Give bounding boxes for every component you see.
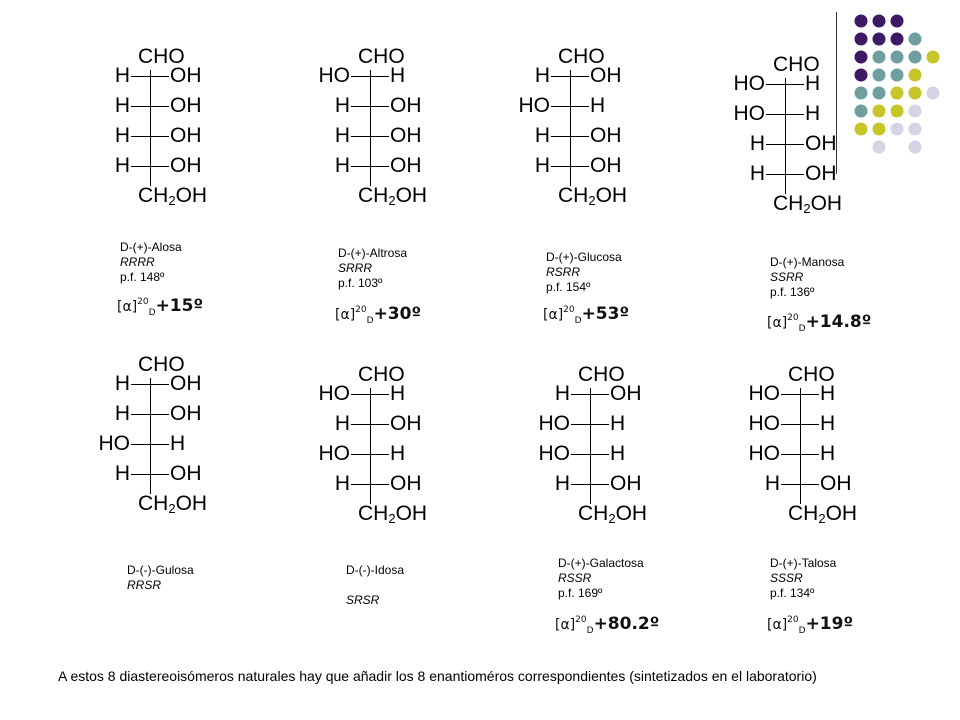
fischer-projection: [318, 363, 470, 568]
carbon-backbone-line: [785, 78, 786, 194]
right-substituent-label: OH: [170, 64, 202, 87]
aldehyde-group-label: CHO: [358, 45, 405, 68]
decorative-dot: [909, 69, 922, 82]
substituent-bond-line: [571, 394, 609, 395]
substituent-bond-line: [766, 174, 804, 175]
rotation-value: +30º: [373, 304, 422, 324]
right-substituent-label: OH: [805, 162, 837, 185]
sugar-info: [346, 563, 404, 608]
left-substituent-label: H: [114, 372, 130, 395]
rotation-value: +15º: [155, 296, 204, 316]
right-substituent-label: OH: [390, 124, 422, 147]
substituent-bond-line: [551, 166, 589, 167]
right-substituent-label: H: [590, 94, 606, 117]
alpha-symbol: α: [560, 617, 570, 633]
substituent-bond-line: [131, 136, 169, 137]
ch-text: CH: [773, 192, 804, 215]
rotation-value: +14.8º: [805, 312, 872, 332]
right-substituent-label: OH: [390, 154, 422, 177]
right-substituent-label: OH: [590, 64, 622, 87]
sugar-name: D-(+)-Galactosa: [558, 556, 644, 570]
sodium-d-line-subscript: D: [148, 308, 156, 318]
right-substituent-label: H: [820, 382, 836, 405]
bracket-close: ]: [781, 617, 788, 633]
carbon-backbone-line: [150, 70, 151, 186]
fischer-projection: [538, 363, 690, 568]
right-substituent-label: H: [610, 412, 626, 435]
decorative-dot: [909, 33, 922, 46]
subscript-two: 2: [588, 193, 596, 208]
right-substituent-label: OH: [805, 132, 837, 155]
ch-text: CH: [788, 502, 819, 525]
rotation-value: +80.2º: [593, 614, 660, 634]
substituent-bond-line: [131, 474, 169, 475]
carbon-backbone-line: [800, 388, 801, 504]
left-substituent-label: H: [114, 64, 130, 87]
right-substituent-label: OH: [170, 94, 202, 117]
fischer-projection: [98, 353, 250, 558]
decorative-dot: [855, 15, 868, 28]
fischer-projection: [100, 45, 250, 250]
right-substituent-label: OH: [590, 154, 622, 177]
left-substituent-label: H: [114, 462, 130, 485]
melting-point: p.f. 154º: [546, 280, 591, 294]
sugar-name: D-(+)-Alosa: [120, 240, 182, 254]
oh-text: OH: [825, 502, 858, 525]
bracket-open: [: [767, 315, 773, 331]
left-substituent-label: H: [334, 472, 350, 495]
right-substituent-label: OH: [610, 472, 642, 495]
rotation-value: +53º: [581, 304, 630, 324]
sugar-info: [770, 556, 836, 601]
left-substituent-label: H: [334, 124, 350, 147]
stereo-configuration: RSRR: [546, 265, 581, 279]
oh-text: OH: [395, 502, 428, 525]
right-substituent-label: H: [805, 102, 821, 125]
sugar-name: D-(+)-Glucosa: [546, 250, 622, 264]
decorative-dot: [927, 87, 940, 100]
hydroxymethyl-group-label: [138, 493, 207, 520]
sugar-info: [120, 240, 182, 285]
sugar-name: D-(+)-Talosa: [770, 556, 837, 570]
right-substituent-label: OH: [390, 94, 422, 117]
ch-text: CH: [558, 184, 589, 207]
right-substituent-label: OH: [170, 154, 202, 177]
subscript-two: 2: [608, 511, 616, 526]
carbon-backbone-line: [570, 70, 571, 186]
sugar-info: [127, 563, 194, 593]
bracket-open: [: [767, 617, 773, 633]
decorative-dot: [909, 87, 922, 100]
right-substituent-label: H: [820, 412, 836, 435]
sugar-info: [338, 246, 407, 291]
left-substituent-label: HO: [538, 412, 570, 435]
right-substituent-label: H: [170, 432, 186, 455]
oh-text: OH: [595, 184, 628, 207]
substituent-bond-line: [766, 84, 804, 85]
decorative-dot: [909, 141, 922, 154]
left-substituent-label: H: [749, 162, 765, 185]
decorative-dot: [873, 33, 886, 46]
footnote: A estos 8 diastereoisómeros naturales hay que añadir los 8 enantioméros correspondientes (sintetizados en el laboratorio): [58, 668, 817, 684]
substituent-bond-line: [351, 166, 389, 167]
decorative-dot: [909, 105, 922, 118]
sodium-d-line-subscript: D: [798, 626, 806, 636]
aldehyde-group-label: CHO: [138, 45, 185, 68]
bracket-open: [: [555, 617, 561, 633]
subscript-two: 2: [803, 201, 811, 216]
sugar-name: D-(-)-Gulosa: [127, 563, 194, 577]
substituent-bond-line: [131, 444, 169, 445]
bracket-close: ]: [131, 299, 138, 315]
oh-text: OH: [175, 492, 208, 515]
right-substituent-label: H: [390, 64, 406, 87]
sodium-d-line-subscript: D: [586, 626, 594, 636]
melting-point: p.f. 169º: [558, 586, 603, 600]
bracket-open: [: [335, 307, 341, 323]
decorative-dot: [891, 33, 904, 46]
hydroxymethyl-group-label: [358, 503, 427, 530]
decorative-dot: [891, 51, 904, 64]
left-substituent-label: H: [764, 472, 780, 495]
oh-text: OH: [395, 184, 428, 207]
right-substituent-label: OH: [820, 472, 852, 495]
left-substituent-label: H: [534, 64, 550, 87]
stereo-configuration: SSRR: [770, 270, 804, 284]
substituent-bond-line: [351, 106, 389, 107]
left-substituent-label: HO: [318, 64, 350, 87]
ch-text: CH: [138, 492, 169, 515]
aldehyde-group-label: CHO: [773, 53, 820, 76]
left-substituent-label: HO: [318, 442, 350, 465]
right-substituent-label: H: [820, 442, 836, 465]
sugar-name: D-(-)-Idosa: [346, 563, 405, 577]
substituent-bond-line: [571, 424, 609, 425]
decorative-dot: [873, 15, 886, 28]
stereo-configuration: SRSR: [346, 593, 380, 607]
fischer-projection: [518, 45, 670, 250]
bracket-close: ]: [349, 307, 356, 323]
decorative-dot: [909, 51, 922, 64]
rotation-value: +19º: [805, 614, 854, 634]
substituent-bond-line: [781, 454, 819, 455]
fischer-projection: [733, 53, 885, 258]
substituent-bond-line: [131, 414, 169, 415]
left-substituent-label: H: [334, 412, 350, 435]
right-substituent-label: H: [390, 442, 406, 465]
right-substituent-label: H: [610, 442, 626, 465]
melting-point: p.f. 103º: [338, 276, 383, 290]
ch-text: CH: [358, 502, 389, 525]
ch-text: CH: [358, 184, 389, 207]
substituent-bond-line: [766, 144, 804, 145]
stereo-configuration: SRRR: [338, 261, 373, 275]
alpha-symbol: α: [340, 307, 350, 323]
right-substituent-label: OH: [170, 402, 202, 425]
substituent-bond-line: [551, 76, 589, 77]
subscript-two: 2: [388, 193, 396, 208]
substituent-bond-line: [351, 484, 389, 485]
substituent-bond-line: [571, 484, 609, 485]
sodium-d-line-subscript: D: [798, 324, 806, 334]
alpha-symbol: α: [772, 315, 782, 331]
oh-text: OH: [810, 192, 843, 215]
right-substituent-label: H: [390, 382, 406, 405]
temperature-superscript: 20: [563, 305, 575, 315]
right-substituent-label: OH: [390, 412, 422, 435]
melting-point: p.f. 148º: [120, 270, 165, 284]
left-substituent-label: H: [554, 382, 570, 405]
temperature-superscript: 20: [787, 313, 799, 323]
bracket-open: [: [117, 299, 123, 315]
stereo-configuration: RRRR: [120, 255, 155, 269]
left-substituent-label: H: [114, 124, 130, 147]
carbon-backbone-line: [370, 70, 371, 186]
carbon-backbone-line: [150, 378, 151, 494]
decorative-dot: [891, 105, 904, 118]
specific-rotation: [117, 296, 203, 318]
bracket-close: ]: [781, 315, 788, 331]
substituent-bond-line: [351, 136, 389, 137]
aldehyde-group-label: CHO: [558, 45, 605, 68]
oh-text: OH: [615, 502, 648, 525]
temperature-superscript: 20: [137, 297, 149, 307]
hydroxymethyl-group-label: [578, 503, 647, 530]
aldehyde-group-label: CHO: [138, 353, 185, 376]
temperature-superscript: 20: [355, 305, 367, 315]
fischer-projection: [318, 45, 470, 250]
bracket-close: ]: [557, 307, 564, 323]
right-substituent-label: H: [805, 72, 821, 95]
substituent-bond-line: [131, 106, 169, 107]
decorative-dot: [891, 123, 904, 136]
substituent-bond-line: [781, 484, 819, 485]
substituent-bond-line: [351, 424, 389, 425]
decorative-dot: [909, 123, 922, 136]
aldehyde-group-label: CHO: [578, 363, 625, 386]
left-substituent-label: HO: [733, 102, 765, 125]
alpha-symbol: α: [548, 307, 558, 323]
specific-rotation: [335, 304, 421, 326]
left-substituent-label: HO: [538, 442, 570, 465]
carbon-backbone-line: [590, 388, 591, 504]
decorative-dot: [891, 15, 904, 28]
left-substituent-label: H: [334, 154, 350, 177]
left-substituent-label: HO: [748, 382, 780, 405]
temperature-superscript: 20: [787, 615, 799, 625]
melting-point: p.f. 136º: [770, 285, 815, 299]
fischer-projection: [748, 363, 900, 568]
substituent-bond-line: [571, 454, 609, 455]
aldehyde-group-label: CHO: [358, 363, 405, 386]
left-substituent-label: H: [534, 154, 550, 177]
stereo-configuration: RSSR: [558, 571, 592, 585]
bracket-open: [: [543, 307, 549, 323]
substituent-bond-line: [131, 166, 169, 167]
left-substituent-label: HO: [518, 94, 550, 117]
substituent-bond-line: [131, 384, 169, 385]
right-substituent-label: OH: [170, 372, 202, 395]
specific-rotation: [555, 614, 659, 636]
left-substituent-label: H: [114, 154, 130, 177]
left-substituent-label: H: [534, 124, 550, 147]
substituent-bond-line: [781, 424, 819, 425]
left-substituent-label: HO: [748, 412, 780, 435]
hydroxymethyl-group-label: [358, 185, 427, 212]
hydroxymethyl-group-label: [558, 185, 627, 212]
left-substituent-label: HO: [748, 442, 780, 465]
hydroxymethyl-group-label: [138, 185, 207, 212]
stereo-configuration: RRSR: [127, 578, 162, 592]
alpha-symbol: α: [122, 299, 132, 315]
decorative-dot: [891, 87, 904, 100]
substituent-bond-line: [551, 136, 589, 137]
substituent-bond-line: [551, 106, 589, 107]
alpha-symbol: α: [772, 617, 782, 633]
decorative-dot: [927, 51, 940, 64]
specific-rotation: [767, 614, 853, 636]
aldehyde-group-label: CHO: [788, 363, 835, 386]
left-substituent-label: H: [334, 94, 350, 117]
decorative-dot: [891, 69, 904, 82]
hydroxymethyl-group-label: [788, 503, 857, 530]
substituent-bond-line: [766, 114, 804, 115]
bracket-close: ]: [569, 617, 576, 633]
melting-point: p.f. 134º: [770, 586, 815, 600]
left-substituent-label: H: [114, 402, 130, 425]
left-substituent-label: H: [554, 472, 570, 495]
substituent-bond-line: [781, 394, 819, 395]
right-substituent-label: OH: [170, 462, 202, 485]
right-substituent-label: OH: [390, 472, 422, 495]
stereo-configuration: SSSR: [770, 571, 803, 585]
right-substituent-label: OH: [170, 124, 202, 147]
ch-text: CH: [138, 184, 169, 207]
substituent-bond-line: [351, 76, 389, 77]
left-substituent-label: HO: [98, 432, 130, 455]
substituent-bond-line: [351, 454, 389, 455]
left-substituent-label: HO: [733, 72, 765, 95]
subscript-two: 2: [388, 511, 396, 526]
substituent-bond-line: [351, 394, 389, 395]
left-substituent-label: H: [749, 132, 765, 155]
subscript-two: 2: [168, 501, 176, 516]
left-substituent-label: H: [114, 94, 130, 117]
specific-rotation: [543, 304, 629, 326]
carbon-backbone-line: [370, 388, 371, 504]
temperature-superscript: 20: [575, 615, 587, 625]
right-substituent-label: OH: [610, 382, 642, 405]
specific-rotation: [767, 312, 871, 334]
sugar-info: [558, 556, 644, 601]
sugar-info: [770, 255, 844, 300]
substituent-bond-line: [131, 76, 169, 77]
ch-text: CH: [578, 502, 609, 525]
sugar-info: [546, 250, 622, 295]
subscript-two: 2: [168, 193, 176, 208]
oh-text: OH: [175, 184, 208, 207]
sugar-name: D-(+)-Manosa: [770, 255, 845, 269]
right-substituent-label: OH: [590, 124, 622, 147]
sugar-name: D-(+)-Altrosa: [338, 246, 408, 260]
sodium-d-line-subscript: D: [574, 316, 582, 326]
left-substituent-label: HO: [318, 382, 350, 405]
subscript-two: 2: [818, 511, 826, 526]
sodium-d-line-subscript: D: [366, 316, 374, 326]
decorative-dot: [855, 33, 868, 46]
hydroxymethyl-group-label: [773, 193, 842, 220]
